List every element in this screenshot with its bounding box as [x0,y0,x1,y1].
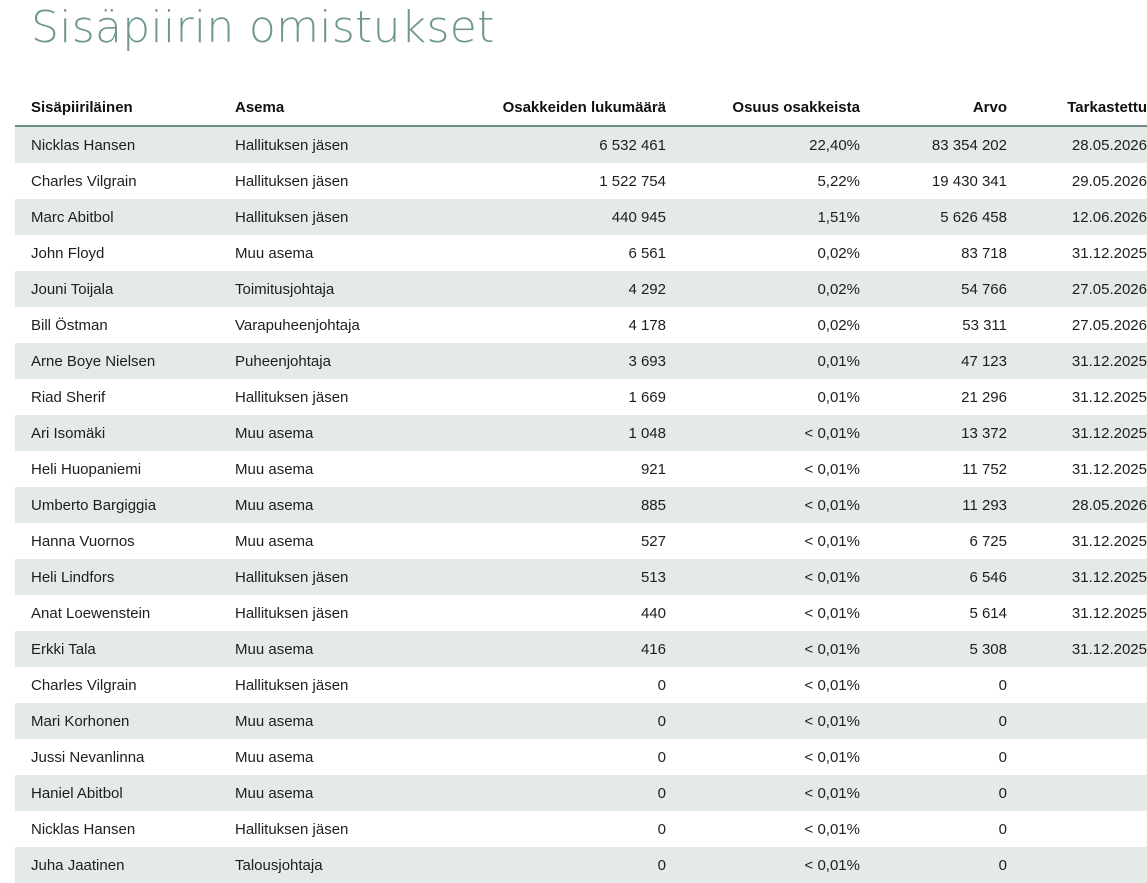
table-row [15,775,1147,811]
header-share-percentage[interactable]: Osuus osakkeista [666,90,860,126]
cell-share-percentage: < 0,01% [804,712,860,730]
cell-insider-name: Heli Lindfors [31,568,115,586]
cell-share-count: 0 [657,856,666,874]
cell-share-percentage: < 0,01% [804,748,860,766]
cell-position: Hallituksen jäsen [235,136,349,154]
cell-checked-date: 27.05.2026 [1071,316,1147,334]
cell-insider-name: Mari Korhonen [31,712,130,730]
cell-insider-name: Riad Sherif [31,388,106,406]
cell-value: 0 [998,748,1007,766]
cell-value: 19 430 341 [931,172,1007,190]
cell-share-count: 1 522 754 [599,172,666,190]
table-row [15,126,1147,163]
cell-share-percentage: 0,01% [817,388,860,406]
cell-checked-date: 12.06.2026 [1071,208,1147,226]
cell-checked-date: 31.12.2025 [1071,640,1147,658]
header-position[interactable]: Asema [235,90,435,126]
cell-checked-date [1007,847,1147,883]
cell-insider-name: Umberto Bargiggia [31,496,157,514]
cell-share-percentage: < 0,01% [804,568,860,586]
cell-position: Muu asema [235,532,314,550]
cell-share-count: 885 [640,496,666,514]
cell-checked-date [1007,739,1147,775]
cell-value: 0 [998,676,1007,694]
cell-value: 0 [998,712,1007,730]
cell-value: 5 626 458 [940,208,1007,226]
cell-value: 0 [998,856,1007,874]
table-row [15,631,1147,667]
cell-position: Muu asema [235,244,314,262]
cell-value: 13 372 [961,424,1007,442]
cell-share-count: 513 [640,568,666,586]
cell-share-count: 527 [640,532,666,550]
cell-checked-date: 31.12.2025 [1071,244,1147,262]
table-row [15,811,1147,847]
header-checked-date[interactable]: Tarkastettu [1007,90,1147,126]
header-row [15,90,1147,126]
cell-position: Hallituksen jäsen [235,604,349,622]
cell-checked-date [1007,703,1147,739]
cell-share-count: 416 [640,640,666,658]
cell-position: Muu asema [235,640,314,658]
cell-share-count: 6 561 [628,244,666,262]
table-row [15,307,1147,343]
cell-share-percentage: < 0,01% [804,640,860,658]
cell-share-percentage: 0,02% [817,280,860,298]
cell-insider-name: Bill Östman [31,316,108,334]
cell-position: Muu asema [235,496,314,514]
cell-value: 54 766 [961,280,1007,298]
cell-insider-name: Heli Huopaniemi [31,460,142,478]
cell-share-percentage: 22,40% [809,136,860,154]
cell-position: Hallituksen jäsen [235,820,349,838]
cell-value: 6 546 [969,568,1007,586]
cell-share-percentage: 1,51% [817,208,860,226]
cell-share-percentage: 0,02% [817,316,860,334]
table-header [15,90,1147,126]
cell-share-count: 440 945 [611,208,666,226]
cell-checked-date [1007,775,1147,811]
cell-checked-date: 27.05.2026 [1071,280,1147,298]
cell-checked-date: 29.05.2026 [1071,172,1147,190]
cell-value: 5 308 [969,640,1007,658]
cell-insider-name: John Floyd [31,244,105,262]
table-row [15,163,1147,199]
table-row [15,451,1147,487]
cell-share-percentage: < 0,01% [804,460,860,478]
table-row [15,235,1147,271]
cell-position: Talousjohtaja [235,856,323,874]
cell-value: 0 [998,784,1007,802]
cell-share-percentage: 0,01% [817,352,860,370]
cell-share-percentage: 0,02% [817,244,860,262]
table-row [15,379,1147,415]
page-title: Sisäpiirin omistukset [31,2,495,53]
header-value[interactable]: Arvo [860,90,1007,126]
cell-share-count: 440 [640,604,666,622]
table-row [15,415,1147,451]
cell-position: Muu asema [235,460,314,478]
cell-position: Hallituksen jäsen [235,172,349,190]
cell-share-percentage: < 0,01% [804,820,860,838]
cell-share-percentage: < 0,01% [804,496,860,514]
cell-checked-date: 31.12.2025 [1071,568,1147,586]
cell-checked-date [1007,667,1147,703]
table-body [15,126,1147,883]
cell-position: Muu asema [235,712,314,730]
cell-value: 6 725 [969,532,1007,550]
cell-share-percentage: < 0,01% [804,676,860,694]
cell-share-count: 4 292 [628,280,666,298]
table-row [15,847,1147,883]
cell-share-count: 921 [640,460,666,478]
cell-share-count: 3 693 [628,352,666,370]
cell-position: Muu asema [235,748,314,766]
cell-insider-name: Juha Jaatinen [31,856,125,874]
cell-insider-name: Ari Isomäki [31,424,106,442]
table-row [15,667,1147,703]
cell-checked-date: 28.05.2026 [1071,496,1147,514]
cell-share-count: 0 [657,820,666,838]
cell-checked-date [1007,811,1147,847]
cell-share-percentage: < 0,01% [804,424,860,442]
table-row [15,595,1147,631]
cell-checked-date: 31.12.2025 [1071,604,1147,622]
cell-share-count: 0 [657,712,666,730]
table-row [15,703,1147,739]
cell-position: Toimitusjohtaja [235,280,335,298]
cell-share-count: 6 532 461 [599,136,666,154]
table-row [15,523,1147,559]
cell-position: Puheenjohtaja [235,352,331,370]
cell-insider-name: Arne Boye Nielsen [31,352,156,370]
cell-insider-name: Nicklas Hansen [31,820,136,838]
cell-position: Hallituksen jäsen [235,568,349,586]
cell-insider-name: Hanna Vuornos [31,532,135,550]
cell-share-count: 0 [657,748,666,766]
cell-value: 11 293 [962,496,1007,514]
cell-value: 11 752 [962,460,1007,478]
cell-insider-name: Erkki Tala [31,640,96,658]
table-row [15,199,1147,235]
cell-position: Hallituksen jäsen [235,208,349,226]
cell-value: 53 311 [962,316,1007,334]
cell-share-count: 0 [657,676,666,694]
cell-insider-name: Jouni Toijala [31,280,114,298]
cell-value: 5 614 [969,604,1007,622]
cell-checked-date: 31.12.2025 [1071,388,1147,406]
cell-share-count: 1 669 [628,388,666,406]
cell-value: 47 123 [961,352,1007,370]
cell-checked-date: 28.05.2026 [1071,136,1147,154]
cell-position: Varapuheenjohtaja [235,316,360,334]
cell-share-percentage: < 0,01% [804,604,860,622]
cell-share-percentage: < 0,01% [804,532,860,550]
cell-insider-name: Haniel Abitbol [31,784,123,802]
cell-position: Hallituksen jäsen [235,388,349,406]
cell-value: 83 718 [961,244,1007,262]
cell-insider-name: Charles Vilgrain [31,172,137,190]
cell-share-percentage: 5,22% [817,172,860,190]
header-share-count[interactable]: Osakkeiden lukumäärä [435,90,666,126]
cell-checked-date: 31.12.2025 [1071,460,1147,478]
cell-insider-name: Nicklas Hansen [31,136,136,154]
cell-share-count: 1 048 [628,424,666,442]
table-row [15,559,1147,595]
cell-value: 21 296 [961,388,1007,406]
cell-checked-date: 31.12.2025 [1071,352,1147,370]
cell-share-count: 0 [657,784,666,802]
header-insider[interactable]: Sisäpiiriläinen [15,90,235,126]
cell-position: Muu asema [235,424,314,442]
cell-checked-date: 31.12.2025 [1071,424,1147,442]
table-row [15,343,1147,379]
cell-position: Hallituksen jäsen [235,676,349,694]
cell-position: Muu asema [235,784,314,802]
cell-insider-name: Charles Vilgrain [31,676,137,694]
insider-holdings-table [15,90,1147,883]
cell-share-percentage: < 0,01% [804,784,860,802]
cell-share-count: 4 178 [628,316,666,334]
cell-insider-name: Marc Abitbol [31,208,114,226]
cell-insider-name: Jussi Nevanlinna [31,748,145,766]
cell-value: 0 [998,820,1007,838]
table-row [15,271,1147,307]
cell-value: 83 354 202 [931,136,1007,154]
cell-checked-date: 31.12.2025 [1071,532,1147,550]
cell-insider-name: Anat Loewenstein [31,604,151,622]
table-row [15,487,1147,523]
table-row [15,739,1147,775]
cell-share-percentage: < 0,01% [804,856,860,874]
